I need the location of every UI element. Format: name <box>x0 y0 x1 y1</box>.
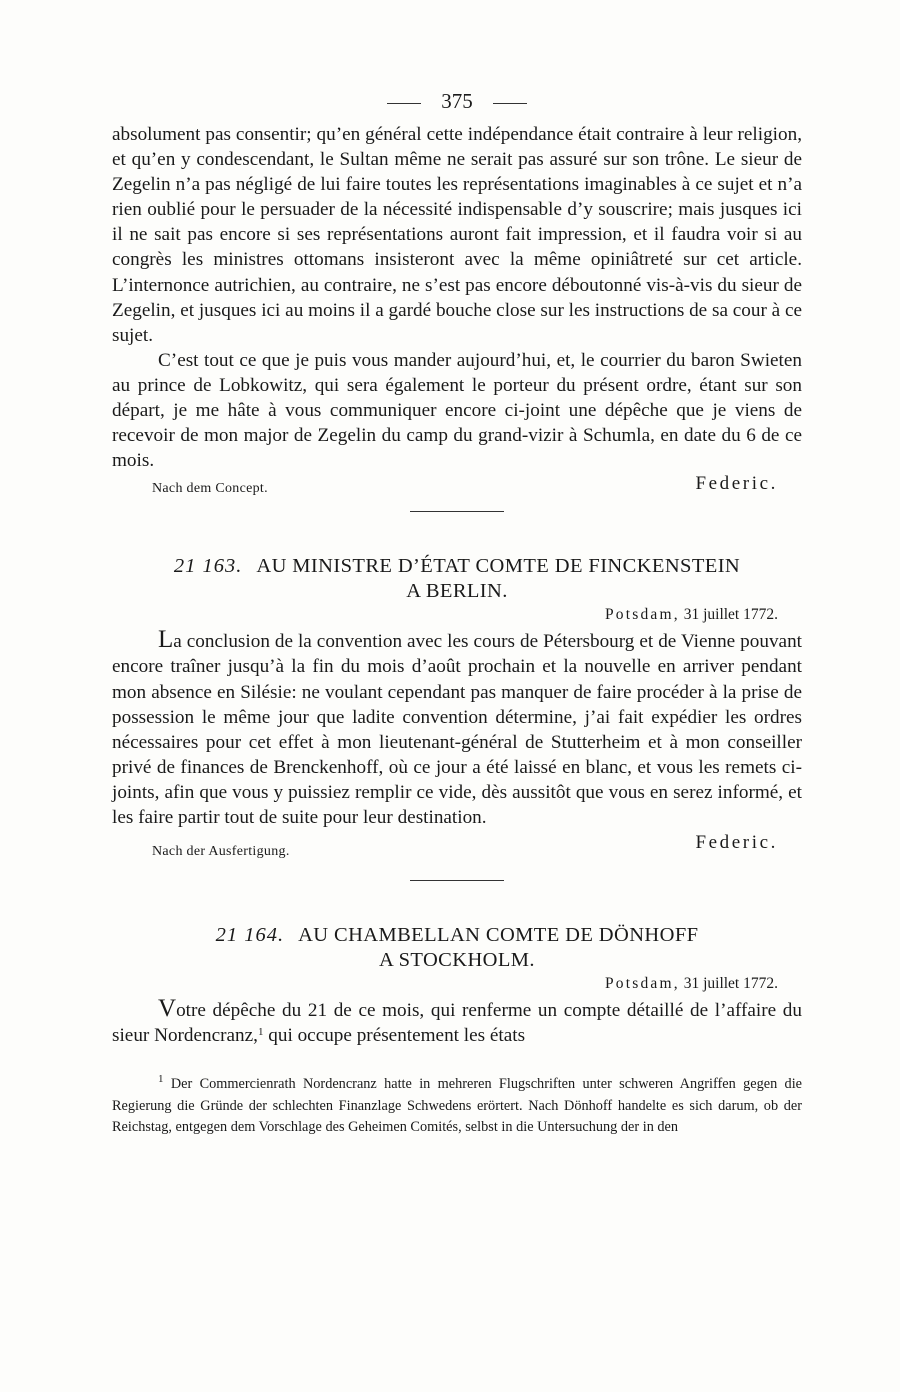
letter-recipient: AU MINISTRE D’ÉTAT COMTE DE FINCKENSTEIN <box>256 555 741 578</box>
letter-recipient: AU CHAMBELLAN COMTE DE DÖNHOFF <box>298 924 699 947</box>
place-name: Potsdam, <box>604 606 680 624</box>
paragraph: C’est tout ce que je puis vous mander aujourd’hui, et, le courrier du baron Swieten au prince de Lobkowitz, qui sera également le porteur du présent ordre, étant sur son départ, je me hâte à vous communiquer encore ci-joint une dépêche que je viens de recevoir de mon major de Zegelin du camp du grand-vizir à Schumla, en date du 6 de ce mois. <box>112 349 802 472</box>
footnote-text: Der Commercienrath Nordencranz hatte in mehreren Flugschriften unter schweren Angriffen gegen die Regierung die Gründe der schlechten Finanzlage Schwedens erörtert. Nach Dönhoff handelte es sich darum, ob der Reichstag, entgegen dem Vorschlage des Geheimen Comités, selbst in die Untersuchung der in den <box>112 1076 803 1136</box>
signature-row <box>112 830 802 862</box>
header-dash-left <box>387 103 421 104</box>
letter-text: otre dépêche du 21 de ce mois, qui renferme un compte détaillé de l’affaire du sieur Nordencranz, <box>112 1000 802 1047</box>
signature-row <box>112 473 802 503</box>
page-number: 375 <box>441 89 473 113</box>
section-divider <box>410 880 504 881</box>
letter-body <box>112 626 802 830</box>
drop-capital: L <box>158 626 174 654</box>
letter-heading <box>112 554 802 604</box>
section-divider <box>410 511 504 512</box>
letter-destination: A STOCKHOLM. <box>379 949 535 972</box>
letter-number: 21 163. <box>173 555 243 578</box>
letter-date: 31 juillet 1772. <box>683 606 778 624</box>
letter-heading <box>112 923 802 973</box>
footnote <box>112 1074 802 1139</box>
place-name: Potsdam, <box>604 975 680 993</box>
letter-dateline <box>112 973 802 995</box>
drop-capital: V <box>158 995 177 1023</box>
signature: Federic. <box>695 473 778 495</box>
header-dash-right <box>493 103 527 104</box>
letter-number: 21 164. <box>215 924 285 947</box>
letter-date: 31 juillet 1772. <box>683 975 778 993</box>
footnote-mark: 1 <box>158 1073 164 1086</box>
source-note: Nach der Ausfertigung. <box>152 844 290 860</box>
paragraph: absolument pas consentir; qu’en général cette indépendance était contraire à leur religion, et qu’en y condescendant, le Sultan même ne serait pas assuré sur son trône. Le sieur de Zegelin n’a pas négligé de lui faire toutes les représentations imaginables à ce sujet et n’a rien oublié pour le persuader de la nécessité indispensable d’y souscrire; mais jusques ici il ne sait pas encore si ses représentations auront fait impression, et il faudra voir si au congrès les ministres ottomans insisteront avec la même opiniâtreté sur cet article. L’internonce autrichien, au contraire, ne s’est pas encore déboutonné vis-à-vis du sieur de Zegelin, et jusques ici au moins il a gardé bouche close sur les instructions de sa cour à ce sujet. <box>112 124 803 346</box>
letter-destination: A BERLIN. <box>406 580 508 603</box>
letter-text-continued: qui occupe présentement les états <box>263 1025 526 1047</box>
signature: Federic. <box>695 832 778 854</box>
footnote-reference: 1 <box>257 1026 264 1039</box>
letter-dateline <box>112 604 802 626</box>
page-header <box>112 86 802 122</box>
letter-text: a conclusion de la convention avec les cours de Pétersbourg et de Vienne pouvant encore traîner jusqu’à la fin du mois d’août prochain et la nouvelle en arriver pendant mon absence en Silésie: ne voulant cependant pas manquer de faire procéder à la prise de possession le même jour que ladite convention détermine, j’ai fait expédier les ordres nécessaires pour cet effet à mon lieutenant-général de Stutterheim et à mon conseiller privé de finances de Brenckenhoff, où ce jour a été laissé en blanc, et vous les remets ci-joints, afin que vous y puissiez remplir ce vide, dès aussitôt que vous en serez informé, et les faire partir tout de suite pour leur destination. <box>112 631 802 828</box>
book-page <box>112 86 802 1139</box>
continued-letter <box>112 122 802 473</box>
letter-body <box>112 995 802 1048</box>
source-note: Nach dem Concept. <box>152 481 268 497</box>
